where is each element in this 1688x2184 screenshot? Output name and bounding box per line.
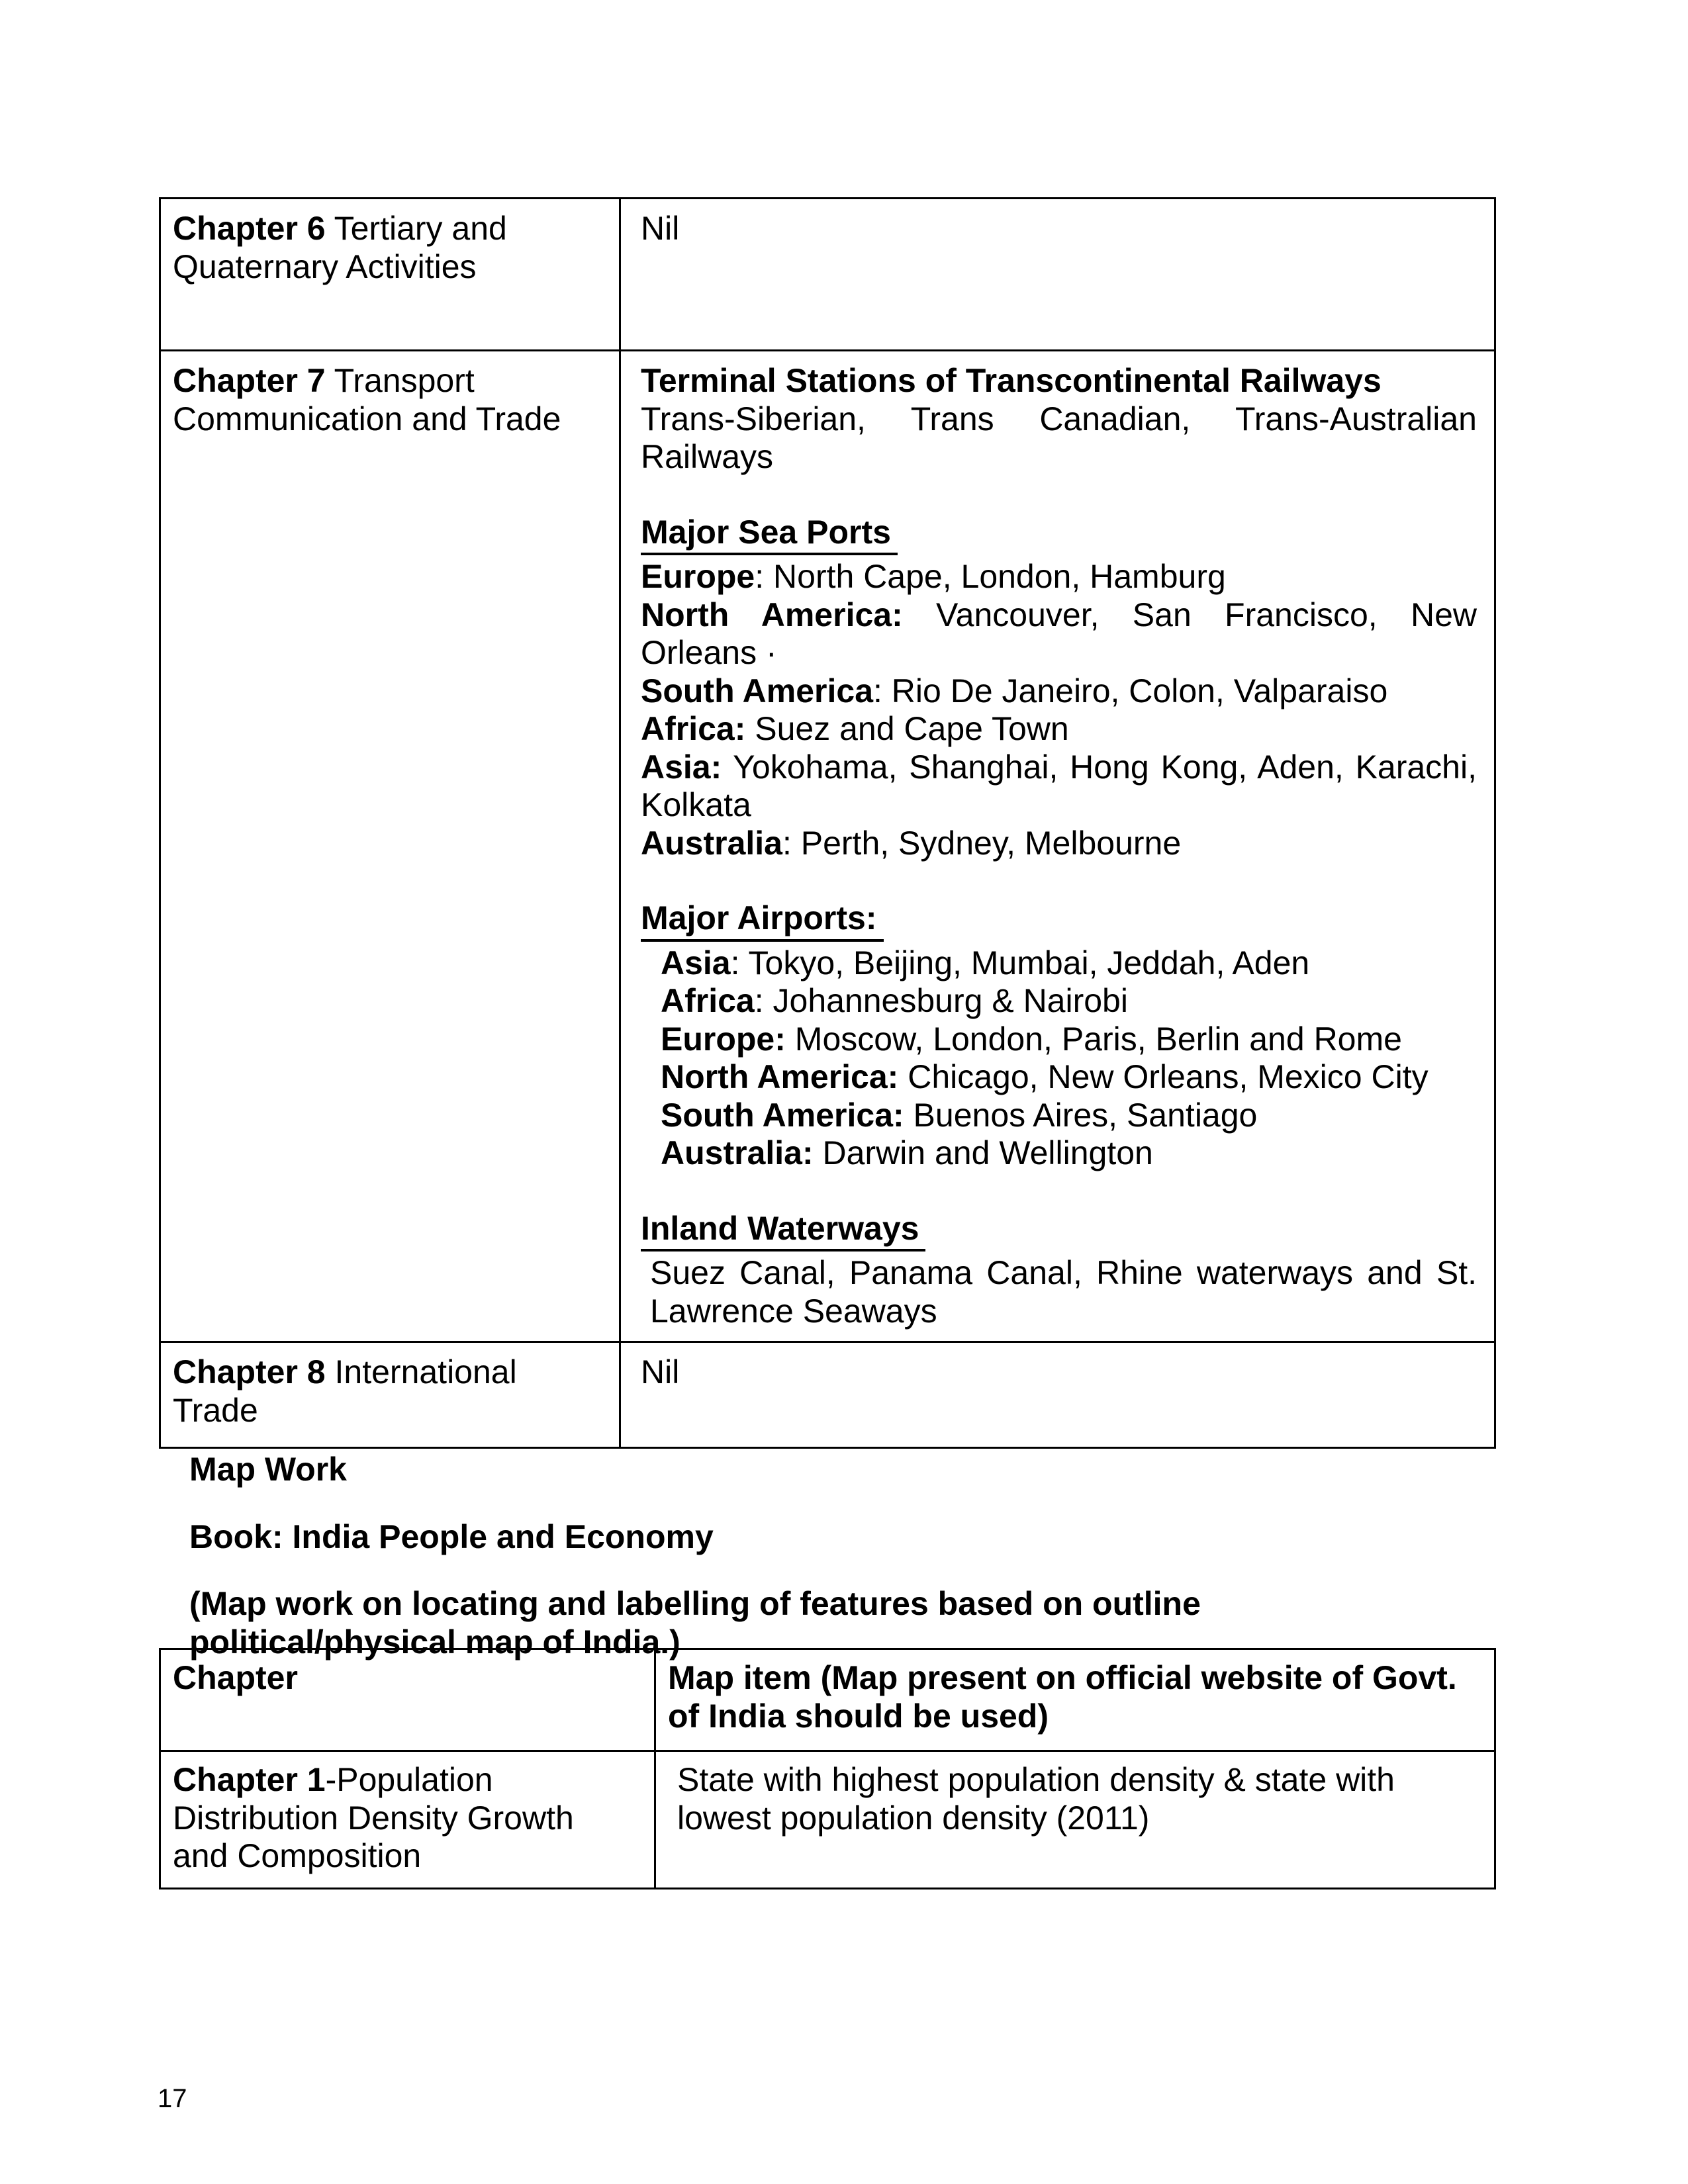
sea-port-region: Asia: xyxy=(641,748,722,786)
railways-section xyxy=(633,362,1477,477)
map-chapter-1-item: State with highest population density & state with lowest population density (2011) xyxy=(677,1761,1395,1837)
sea-port-values: : North Cape, London, Hamburg xyxy=(755,558,1226,595)
map-table-header-row xyxy=(160,1649,1495,1751)
airport-region: Asia xyxy=(661,944,731,981)
sea-port-entry xyxy=(641,710,1477,749)
sea-port-entry xyxy=(641,596,1477,672)
map-work-section xyxy=(189,1451,1222,1661)
chapter-8-label: Chapter 8 xyxy=(173,1353,326,1390)
map-table-header-item xyxy=(655,1649,1495,1751)
sea-port-region: South America xyxy=(641,672,874,709)
airport-entry xyxy=(641,982,1477,1021)
map-chapter-1-label: Chapter 1 xyxy=(173,1761,326,1798)
airport-values: Darwin and Wellington xyxy=(813,1134,1153,1171)
airport-region: South America: xyxy=(661,1096,904,1134)
chapter-8-content-cell xyxy=(620,1342,1495,1448)
waterways-section xyxy=(633,1210,1477,1331)
map-work-table xyxy=(159,1648,1496,1889)
airport-values: Buenos Aires, Santiago xyxy=(904,1096,1258,1134)
map-work-title: Map Work xyxy=(189,1451,347,1488)
chapter-6-label: Chapter 6 xyxy=(173,210,326,247)
airport-entry xyxy=(641,1134,1477,1173)
airport-region: Africa xyxy=(661,982,755,1019)
sea-port-region: Africa: xyxy=(641,710,746,747)
map-chapter-1-title: -Population Distribution Density Growth and Composition xyxy=(173,1761,574,1874)
sea-port-values: Yokohama, Shanghai, Hong Kong, Aden, Karachi, Kolkata xyxy=(641,748,1477,823)
sea-port-region: Australia xyxy=(641,824,782,862)
chapter-7-title: Transport Communication and Trade xyxy=(173,362,561,437)
chapter-8-title: International Trade xyxy=(173,1353,517,1429)
table-row-chapter-7 xyxy=(160,351,1495,1342)
sea-port-entry xyxy=(641,558,1477,596)
sea-port-entry xyxy=(641,672,1477,711)
airports-heading: Major Airports: xyxy=(641,899,884,942)
chapter-6-cell xyxy=(160,199,620,351)
airport-values: : Johannesburg & Nairobi xyxy=(754,982,1128,1019)
airport-entry xyxy=(641,1058,1477,1097)
airport-values: Moscow, London, Paris, Berlin and Rome xyxy=(785,1020,1402,1058)
map-work-book-line: Book: India People and Economy xyxy=(189,1518,714,1555)
railways-text: Trans-Siberian, Trans Canadian, Trans-Australian Railways xyxy=(641,400,1477,475)
sea-port-region: Europe xyxy=(641,558,755,595)
airport-values: Chicago, New Orleans, Mexico City xyxy=(898,1058,1429,1095)
sea-port-values: Vancouver, San Francisco, New Orleans · xyxy=(641,596,1477,671)
airport-values: : Tokyo, Beijing, Mumbai, Jeddah, Aden xyxy=(730,944,1310,981)
page-number: 17 xyxy=(158,2084,187,2113)
chapter-6-title: Tertiary and Quaternary Activities xyxy=(173,210,507,285)
map-table-header-chapter xyxy=(160,1649,655,1751)
map-chapter-1-cell xyxy=(160,1751,655,1889)
railways-heading: Terminal Stations of Transcontinental Railways xyxy=(641,362,1382,399)
airport-entry xyxy=(641,1097,1477,1135)
airport-entry xyxy=(641,1021,1477,1059)
sea-port-values: : Rio De Janeiro, Colon, Valparaiso xyxy=(873,672,1388,709)
syllabus-table xyxy=(159,197,1496,1449)
sea-port-region: North America: xyxy=(641,596,903,633)
table-row-chapter-8 xyxy=(160,1342,1495,1448)
airports-section xyxy=(633,899,1477,1173)
chapter-7-content-cell xyxy=(620,351,1495,1342)
chapter-6-content-cell xyxy=(620,199,1495,351)
waterways-heading: Inland Waterways xyxy=(641,1210,925,1252)
header-chapter-label: Chapter xyxy=(173,1659,298,1696)
chapter-7-cell xyxy=(160,351,620,1342)
sea-port-entry xyxy=(641,825,1477,863)
map-work-note-line: (Map work on locating and labelling of features based on outline political/physical map of India.) xyxy=(189,1585,1201,1661)
airport-region: North America: xyxy=(661,1058,899,1095)
sea-port-values: : Perth, Sydney, Melbourne xyxy=(782,824,1182,862)
table-row-chapter-6 xyxy=(160,199,1495,351)
sea-ports-heading: Major Sea Ports xyxy=(641,514,898,556)
waterways-text: Suez Canal, Panama Canal, Rhine waterways and St. Lawrence Seaways xyxy=(650,1254,1477,1330)
airport-region: Europe: xyxy=(661,1020,786,1058)
airport-entry xyxy=(641,944,1477,983)
sea-port-entry xyxy=(641,749,1477,825)
sea-ports-section xyxy=(633,514,1477,863)
sea-port-values: Suez and Cape Town xyxy=(745,710,1069,747)
map-table-row-chapter-1 xyxy=(160,1751,1495,1889)
map-chapter-1-item-cell xyxy=(655,1751,1495,1889)
chapter-8-content: Nil xyxy=(641,1353,680,1390)
chapter-7-label: Chapter 7 xyxy=(173,362,326,399)
header-map-item-label: Map item (Map present on official website of Govt. of India should be used) xyxy=(668,1659,1457,1735)
chapter-6-content: Nil xyxy=(641,210,680,247)
airport-region: Australia: xyxy=(661,1134,814,1171)
chapter-8-cell xyxy=(160,1342,620,1448)
